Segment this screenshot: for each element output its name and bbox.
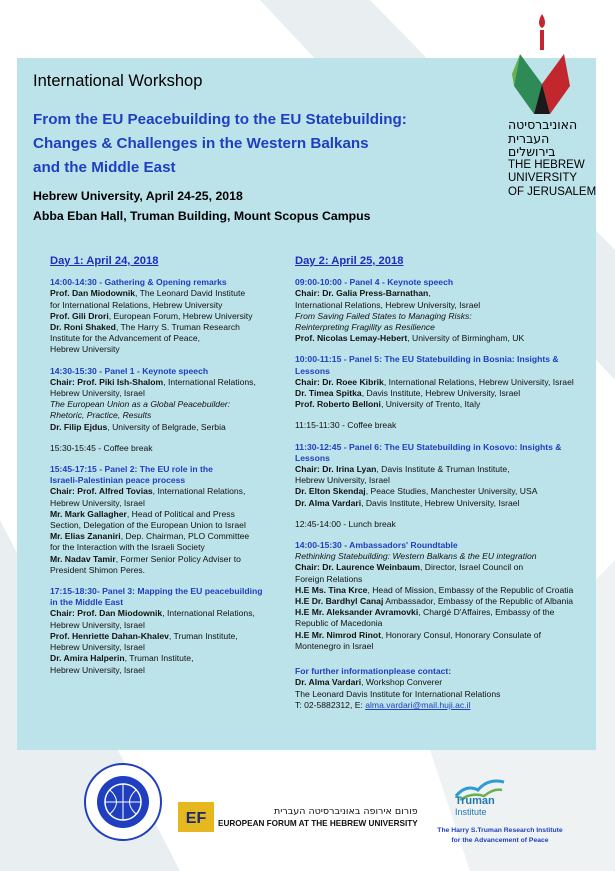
hebrew-university-wordmark bbox=[508, 118, 608, 199]
talk-title: Rhetoric, Practice, Results bbox=[50, 410, 152, 421]
chair-affiliation: International Relations, Hebrew University, Israel bbox=[295, 299, 481, 310]
roundtable-subtitle: Rethinking Statebuilding: Western Balkans & the EU integration bbox=[295, 551, 537, 562]
session-time-title: 14:30-15:30 - Panel 1 - Keynote speech bbox=[50, 365, 209, 376]
speaker-affiliation: Montenegro in Israel bbox=[295, 640, 374, 651]
speaker-affiliation: Section, Delegation of the European Union to Israel bbox=[50, 520, 246, 531]
speaker-name: Dr. Amira Halperin bbox=[50, 653, 125, 664]
chair-name: Chair: Prof. Piki Ish-Shalom bbox=[50, 376, 164, 387]
speaker-affiliation: , Chargé D'Affaires, Embassy of the bbox=[418, 607, 555, 618]
day1-coffee-break: 15:30-15:45 - Coffee break bbox=[50, 442, 153, 453]
title-line-2: Changes & Challenges in the Western Balkans bbox=[33, 135, 369, 152]
hebrew-university-emblem-icon bbox=[512, 14, 572, 114]
chair-affiliation: Hebrew University, Israel bbox=[50, 388, 145, 399]
speaker-affiliation: , Former Senior Policy Adviser to bbox=[115, 553, 241, 564]
speaker-affiliation: , Davis Institute, Hebrew University, Israel bbox=[361, 497, 520, 508]
speaker-name: Mr. Mark Gallagher bbox=[50, 508, 127, 519]
contact-phone: T: 02-5882312, E: bbox=[295, 699, 366, 710]
leonard-davis-institute-seal-icon bbox=[83, 762, 163, 842]
talk-title: Reinterpreting Fragility as Resilience bbox=[295, 322, 435, 333]
day2-session-panel5 bbox=[295, 354, 595, 410]
speaker-affiliation: , University of Trento, Italy bbox=[380, 399, 481, 410]
speaker-affiliation: Hebrew University, Israel bbox=[50, 642, 145, 653]
speaker-affiliation: for the Interaction with the Israeli Society bbox=[50, 542, 205, 553]
truman-institute-fullname bbox=[420, 826, 580, 846]
speaker-affiliation: , Honorary Consul, Honorary Consulate of bbox=[380, 629, 541, 640]
hu-english-line-2: UNIVERSITY bbox=[508, 172, 578, 184]
talk-title: From Saving Failed States to Managing Risks: bbox=[295, 310, 472, 321]
svg-text:EF: EF bbox=[185, 810, 207, 827]
speaker-name: Dr. Roni Shaked bbox=[50, 322, 116, 333]
day2-session-roundtable bbox=[295, 540, 595, 652]
chair-name: Chair: Dr. Roee Kibrik bbox=[295, 376, 384, 387]
speaker-affiliation: , Davis Institute, Hebrew University, Israel bbox=[361, 388, 521, 399]
speaker-affiliation: Institute for the Advancement of Peace, bbox=[50, 333, 201, 344]
speaker-name: Prof. Gili Drori bbox=[50, 310, 109, 321]
hu-hebrew-line-1: האוניברסיטה bbox=[508, 117, 578, 132]
speaker-affiliation: , University of Birmingham, UK bbox=[407, 333, 525, 344]
speaker-affiliation: Republic of Macedonia bbox=[295, 618, 383, 629]
title-line-1: From the EU Peacebuilding to the EU Statebuilding: bbox=[33, 111, 407, 128]
day1-heading: Day 1: April 24, 2018 bbox=[50, 255, 159, 267]
contact-email-link[interactable]: alma.vardari@mail.huji.ac.il bbox=[365, 699, 471, 710]
speaker-name: H.E Mr. Aleksander Avramovki bbox=[295, 607, 419, 618]
speaker-affiliation: , Head of Mission, Embassy of the Republic of Croatia bbox=[367, 584, 574, 595]
day1-session-panel3 bbox=[50, 586, 290, 676]
chair-name: Chair: Dr. Irina Lyan bbox=[295, 464, 377, 475]
truman-sub-line-1: The Harry S.Truman Research Institute bbox=[437, 827, 563, 834]
hu-hebrew-line-3: בירושלים bbox=[508, 144, 556, 159]
chair-affiliation: Hebrew University, Israel bbox=[50, 497, 145, 508]
european-forum-logo-icon bbox=[178, 802, 214, 832]
contact-name: Dr. Alma Vardari bbox=[295, 677, 362, 688]
chair-affiliation: , International Relations, bbox=[163, 376, 256, 387]
day1-column bbox=[50, 256, 290, 686]
session-time-title: Israeli-Palestinian peace process bbox=[50, 475, 186, 486]
chair-affiliation: , International Relations, Hebrew University, Israel bbox=[383, 376, 574, 387]
session-time-title: 17:15-18:30- Panel 3: Mapping the EU peacebuilding bbox=[50, 586, 263, 597]
speaker-affiliation: , Peace Studies, Manchester University, USA bbox=[365, 486, 538, 497]
speaker-name: Prof. Henriette Dahan-Khalev bbox=[50, 630, 169, 641]
hu-english-line-1: THE HEBREW bbox=[508, 158, 585, 171]
speaker-affiliation: , Truman Institute, bbox=[168, 630, 238, 641]
event-meta bbox=[33, 186, 371, 226]
speaker-name: H.E Ms. Tina Krce bbox=[295, 584, 368, 595]
speaker-affiliation: , The Leonard David Institute bbox=[134, 288, 246, 299]
speaker-name: Prof. Dan Miodownik bbox=[50, 288, 135, 299]
chair-name: Chair: Dr. Galia Press-Barnathan bbox=[295, 288, 429, 299]
talk-title: The European Union as a Global Peacebuilder: bbox=[50, 399, 231, 410]
speaker-name: H.E Mr. Nimrod Rinot bbox=[295, 629, 381, 640]
ef-hebrew-name: פורום אירופה באוניברסיטה העברית bbox=[274, 806, 418, 817]
speaker-name: Mr. Elias Zananiri bbox=[50, 531, 121, 542]
day1-session-panel2 bbox=[50, 464, 290, 576]
contact-role: , Workshop Converer bbox=[361, 677, 443, 688]
date-line: Hebrew University, April 24-25, 2018 bbox=[33, 189, 243, 203]
speaker-name: Dr. Elton Skendaj bbox=[295, 486, 366, 497]
chair-name: Chair: Prof. Alfred Tovias bbox=[50, 486, 153, 497]
speaker-name: Prof. Roberto Belloni bbox=[295, 399, 381, 410]
truman-sub-line-2: for the Advancement of Peace bbox=[451, 837, 549, 844]
hu-hebrew-line-2: העברית bbox=[508, 130, 550, 146]
chair-affiliation: , bbox=[428, 288, 431, 299]
speaker-affiliation: Hebrew University bbox=[50, 344, 120, 355]
chair-affiliation: Foreign Relations bbox=[295, 573, 363, 584]
ef-letters-icon bbox=[178, 802, 214, 832]
speaker-affiliation: , Truman Institute, bbox=[124, 653, 194, 664]
speaker-name: Dr. Timea Spitka bbox=[295, 388, 362, 399]
truman-name-line-2: Institute bbox=[455, 807, 487, 817]
session-time-title: 10:00-11:15 - Panel 5: The EU Statebuilding in Bosnia: Insights & Lessons bbox=[295, 354, 559, 376]
ef-english-name: EUROPEAN FORUM AT THE HEBREW UNIVERSITY bbox=[218, 819, 418, 828]
chair-name: Chair: Dr. Laurence Weinbaum bbox=[295, 562, 420, 573]
speaker-affiliation: President Shimon Peres. bbox=[50, 564, 146, 575]
speaker-affiliation: Ambassador, Embassy of the Republic of Albania bbox=[383, 596, 574, 607]
day2-lunch-break: 12:45-14:00 - Lunch break bbox=[295, 518, 396, 529]
speaker-affiliation: , The Harry S. Truman Research bbox=[115, 322, 240, 333]
european-forum-wordmark bbox=[218, 806, 418, 830]
speaker-name: Mr. Nadav Tamir bbox=[50, 553, 116, 564]
chair-affiliation: , International Relations, bbox=[162, 608, 255, 619]
day2-coffee-break: 11:15-11:30 - Coffee break bbox=[295, 420, 397, 431]
contact-info bbox=[295, 666, 595, 711]
speaker-affiliation: for International Relations, Hebrew University bbox=[50, 299, 223, 310]
chair-affiliation: , International Relations, bbox=[152, 486, 246, 497]
session-time-title: 09:00-10:00 - Panel 4 - Keynote speech bbox=[295, 277, 454, 288]
chair-name: Chair: Prof. Dan Miodownik bbox=[50, 608, 163, 619]
session-time-title: 15:45-17:15 - Panel 2: The EU role in the bbox=[50, 464, 213, 475]
day2-session-panel4 bbox=[295, 277, 595, 344]
workshop-label: International Workshop bbox=[33, 72, 203, 90]
speaker-name: Prof. Nicolas Lemay-Hebert bbox=[295, 333, 408, 344]
speaker-name: H.E Dr. Bardhyl Canaj bbox=[295, 596, 384, 607]
chair-affiliation: , Davis Institute & Truman Institute, bbox=[376, 464, 510, 475]
speaker-affiliation: , Dep. Chairman, PLO Committee bbox=[120, 531, 250, 542]
session-time-title: 11:30-12:45 - Panel 6: The EU Statebuilding in Kosovo: Insights & Lessons bbox=[295, 441, 562, 463]
day2-heading: Day 2: April 25, 2018 bbox=[295, 255, 404, 267]
truman-institute-wordmark bbox=[455, 796, 495, 818]
speaker-name: Dr. Filip Ejdus bbox=[50, 421, 108, 432]
session-time-title: in the Middle East bbox=[50, 597, 124, 608]
contact-heading: For further informationplease contact: bbox=[295, 666, 452, 677]
speaker-affiliation: , European Forum, Hebrew University bbox=[108, 310, 253, 321]
speaker-name: Dr. Alma Vardari bbox=[295, 497, 362, 508]
chair-affiliation: , Director, Israel Council on bbox=[419, 562, 524, 573]
speaker-affiliation: , University of Belgrade, Serbia bbox=[107, 421, 226, 432]
session-time-title: 14:00-15:30 - Ambassadors' Roundtable bbox=[295, 540, 458, 551]
session-time-title: 14:00-14:30 - Gathering & Opening remarks bbox=[50, 277, 227, 288]
contact-organization: The Leonard Davis Institute for International Relations bbox=[295, 688, 501, 699]
venue-line: Abba Eban Hall, Truman Building, Mount Scopus Campus bbox=[33, 209, 371, 223]
title-line-3: and the Middle East bbox=[33, 159, 176, 176]
chair-affiliation: Hebrew University, Israel bbox=[295, 475, 390, 486]
chair-affiliation: Hebrew University, Israel bbox=[50, 619, 145, 630]
day1-session-panel1 bbox=[50, 366, 290, 433]
day2-session-panel6 bbox=[295, 442, 595, 509]
hu-english-line-3: OF JERUSALEM bbox=[508, 185, 597, 198]
workshop-title bbox=[33, 108, 463, 180]
speaker-affiliation: , Head of Political and Press bbox=[126, 508, 235, 519]
speaker-affiliation: Hebrew University, Israel bbox=[50, 664, 145, 675]
day1-session-opening bbox=[50, 277, 290, 355]
truman-name-line-1: Truman bbox=[455, 795, 495, 807]
day2-column bbox=[295, 256, 595, 721]
